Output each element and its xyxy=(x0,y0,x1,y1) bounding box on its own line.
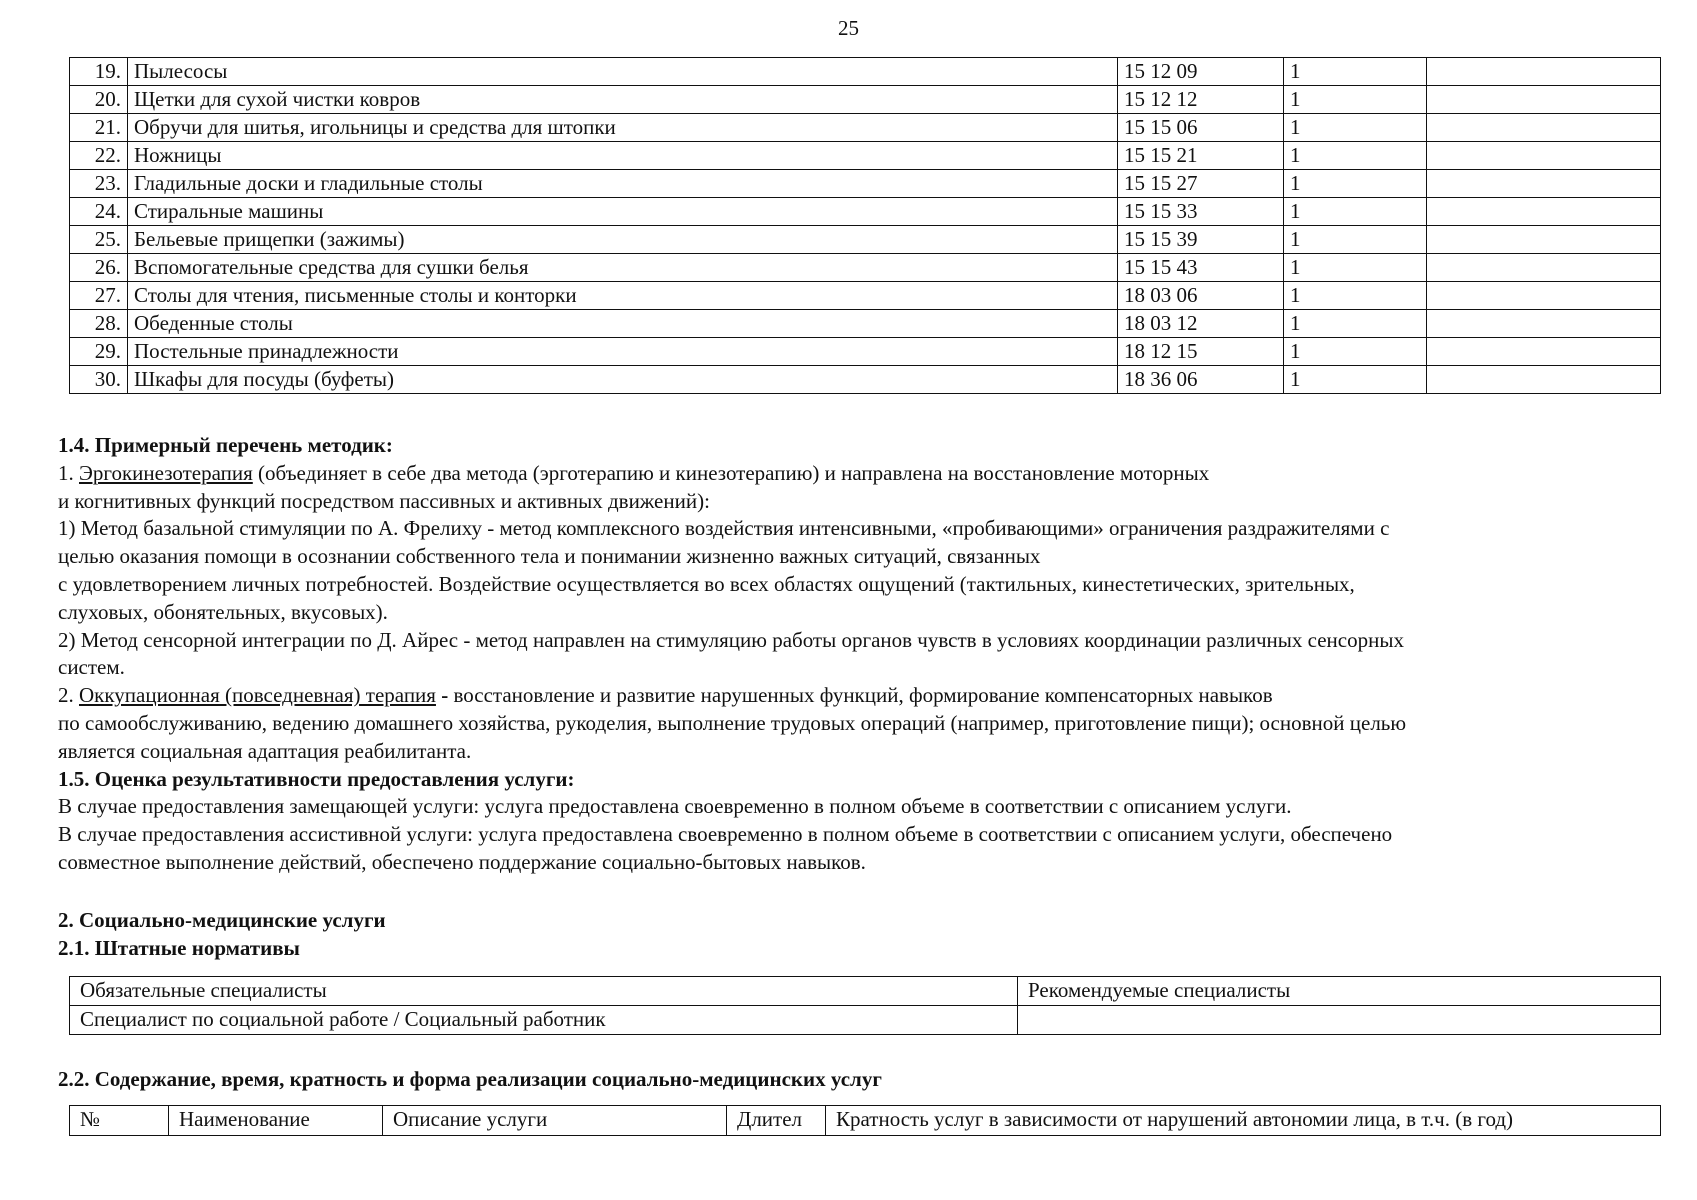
item-code: 15 15 21 xyxy=(1118,142,1284,170)
header-number: № xyxy=(70,1106,169,1136)
methods-text-line: 2) Метод сенсорной интеграции по Д. Айрес - метод направлен на стимуляцию работы органов чувств в условиях координации различных сенсорных xyxy=(58,627,1404,652)
item-name: Щетки для сухой чистки ковров xyxy=(128,86,1118,114)
item-code: 15 12 12 xyxy=(1118,86,1284,114)
item-quantity: 1 xyxy=(1284,338,1427,366)
item-code: 15 15 06 xyxy=(1118,114,1284,142)
item-name: Ножницы xyxy=(128,142,1118,170)
table-row xyxy=(70,170,1661,198)
table-row xyxy=(70,142,1661,170)
item-note xyxy=(1427,170,1661,198)
methods-text-line: по самообслуживанию, ведению домашнего хозяйства, рукоделия, выполнение трудовых операций (например, приготовление пищи); основной целью xyxy=(58,710,1407,735)
section-heading-2-1: 2.1. Штатные нормативы xyxy=(58,936,300,960)
row-number: 25. xyxy=(70,226,128,254)
row-number: 20. xyxy=(70,86,128,114)
item-quantity: 1 xyxy=(1284,170,1427,198)
item-note xyxy=(1427,86,1661,114)
item-code: 15 15 33 xyxy=(1118,198,1284,226)
item-name: Гладильные доски и гладильные столы xyxy=(128,170,1118,198)
table-row xyxy=(70,226,1661,254)
methods-section xyxy=(58,432,1668,877)
table-row xyxy=(70,198,1661,226)
row-number: 22. xyxy=(70,142,128,170)
methods-text-line: с удовлетворением личных потребностей. Воздействие осуществляется во всех областях ощущений (тактильных, кинестетических, зрительных, xyxy=(58,571,1355,596)
item-note xyxy=(1427,142,1661,170)
item-code: 18 03 12 xyxy=(1118,310,1284,338)
item-name: Пылесосы xyxy=(128,58,1118,86)
item-note xyxy=(1427,282,1661,310)
row-number: 27. xyxy=(70,282,128,310)
header-name: Наименование xyxy=(169,1106,383,1136)
item-quantity: 1 xyxy=(1284,198,1427,226)
table-row xyxy=(70,366,1661,394)
item-name: Вспомогательные средства для сушки белья xyxy=(128,254,1118,282)
item-code: 15 15 39 xyxy=(1118,226,1284,254)
item-code: 15 15 27 xyxy=(1118,170,1284,198)
item-code: 18 36 06 xyxy=(1118,366,1284,394)
item-note xyxy=(1427,226,1661,254)
page-number: 25 xyxy=(838,16,859,40)
section-2 xyxy=(58,906,386,962)
equipment-table xyxy=(69,57,1661,394)
row-number: 29. xyxy=(70,338,128,366)
item-quantity: 1 xyxy=(1284,254,1427,282)
header-description: Описание услуги xyxy=(383,1106,727,1136)
table-header-row xyxy=(70,1106,1661,1136)
item-name: Шкафы для посуды (буфеты) xyxy=(128,366,1118,394)
table-row xyxy=(70,338,1661,366)
methods-text-line: целью оказания помощи в осознании собственного тела и понимании жизненно важных ситуаций, связанных xyxy=(58,544,1041,569)
item-quantity: 1 xyxy=(1284,114,1427,142)
item-note xyxy=(1427,198,1661,226)
term-ergokinesiotherapy: Эргокинезотерапия xyxy=(79,460,253,485)
methods-text-line: 1) Метод базальной стимуляции по А. Фрелиху - метод комплексного воздействия интенсивными, «пробивающими» ограничения раздражителями с xyxy=(58,516,1390,541)
header-frequency: Кратность услуг в зависимости от нарушений автономии лица, в т.ч. (в год) xyxy=(826,1106,1661,1136)
item-name: Постельные принадлежности xyxy=(128,338,1118,366)
row-number: 28. xyxy=(70,310,128,338)
item-note xyxy=(1427,114,1661,142)
item-quantity: 1 xyxy=(1284,86,1427,114)
staff-cell-required: Специалист по социальной работе / Социальный работник xyxy=(70,1006,1018,1035)
item-code: 18 12 15 xyxy=(1118,338,1284,366)
item-quantity: 1 xyxy=(1284,366,1427,394)
table-row xyxy=(70,282,1661,310)
item-name: Обеденные столы xyxy=(128,310,1118,338)
methods-item-2: 2. Оккупационная (повседневная) терапия - восстановление и развитие нарушенных функций, формирование компенсаторных навыков xyxy=(58,683,1273,708)
evaluation-text-line: совместное выполнение действий, обеспечено поддержание социально-бытовых навыков. xyxy=(58,849,866,874)
item-name: Стиральные машины xyxy=(128,198,1118,226)
item-name: Столы для чтения, письменные столы и конторки xyxy=(128,282,1118,310)
item-note xyxy=(1427,254,1661,282)
table-row xyxy=(70,310,1661,338)
term-occupational-therapy: Оккупационная (повседневная) терапия xyxy=(79,683,436,708)
section-heading-2-2: 2.2. Содержание, время, кратность и форма реализации социально-медицинских услуг xyxy=(58,1067,882,1091)
row-number: 19. xyxy=(70,58,128,86)
section-heading-2: 2. Социально-медицинские услуги xyxy=(58,908,386,932)
item-code: 18 03 06 xyxy=(1118,282,1284,310)
staff-table xyxy=(69,976,1661,1035)
item-code: 15 15 43 xyxy=(1118,254,1284,282)
item-note xyxy=(1427,366,1661,394)
item-quantity: 1 xyxy=(1284,310,1427,338)
item-note xyxy=(1427,58,1661,86)
methods-text-line: является социальная адаптация реабилитанта. xyxy=(58,738,472,763)
table-row xyxy=(70,86,1661,114)
section-heading-1-5: 1.5. Оценка результативности предоставления услуги: xyxy=(58,766,575,791)
header-duration: Длител xyxy=(727,1106,826,1136)
item-note xyxy=(1427,310,1661,338)
row-number: 21. xyxy=(70,114,128,142)
methods-item-1: 1. Эргокинезотерапия (объединяет в себе два метода (эрготерапию и кинезотерапию) и направлена на восстановление моторных xyxy=(58,460,1210,485)
table-row xyxy=(70,977,1661,1006)
section-heading-1-4: 1.4. Примерный перечень методик: xyxy=(58,433,393,457)
row-number: 23. xyxy=(70,170,128,198)
row-number: 30. xyxy=(70,366,128,394)
row-number: 26. xyxy=(70,254,128,282)
staff-cell-recommended xyxy=(1018,1006,1661,1035)
item-quantity: 1 xyxy=(1284,282,1427,310)
table-row xyxy=(70,254,1661,282)
evaluation-text-line: В случае предоставления замещающей услуги: услуга предоставлена своевременно в полном объеме в соответствии с описанием услуги. xyxy=(58,794,1292,819)
item-name: Бельевые прищепки (зажимы) xyxy=(128,226,1118,254)
table-row xyxy=(70,1006,1661,1035)
table-row xyxy=(70,114,1661,142)
table-row xyxy=(70,58,1661,86)
item-code: 15 12 09 xyxy=(1118,58,1284,86)
staff-header-recommended: Рекомендуемые специалисты xyxy=(1018,977,1661,1006)
services-table xyxy=(69,1105,1661,1136)
item-quantity: 1 xyxy=(1284,226,1427,254)
methods-text-line: и когнитивных функций посредством пассивных и активных движений): xyxy=(58,488,710,513)
methods-text-line: слуховых, обонятельных, вкусовых). xyxy=(58,599,388,624)
methods-text-line: систем. xyxy=(58,655,125,680)
evaluation-text-line: В случае предоставления ассистивной услуги: услуга предоставлена своевременно в полном объеме в соответствии с описанием услуги, обеспечено xyxy=(58,822,1393,847)
row-number: 24. xyxy=(70,198,128,226)
item-name: Обручи для шитья, игольницы и средства для штопки xyxy=(128,114,1118,142)
staff-header-required: Обязательные специалисты xyxy=(70,977,1018,1006)
item-quantity: 1 xyxy=(1284,142,1427,170)
item-note xyxy=(1427,338,1661,366)
item-quantity: 1 xyxy=(1284,58,1427,86)
